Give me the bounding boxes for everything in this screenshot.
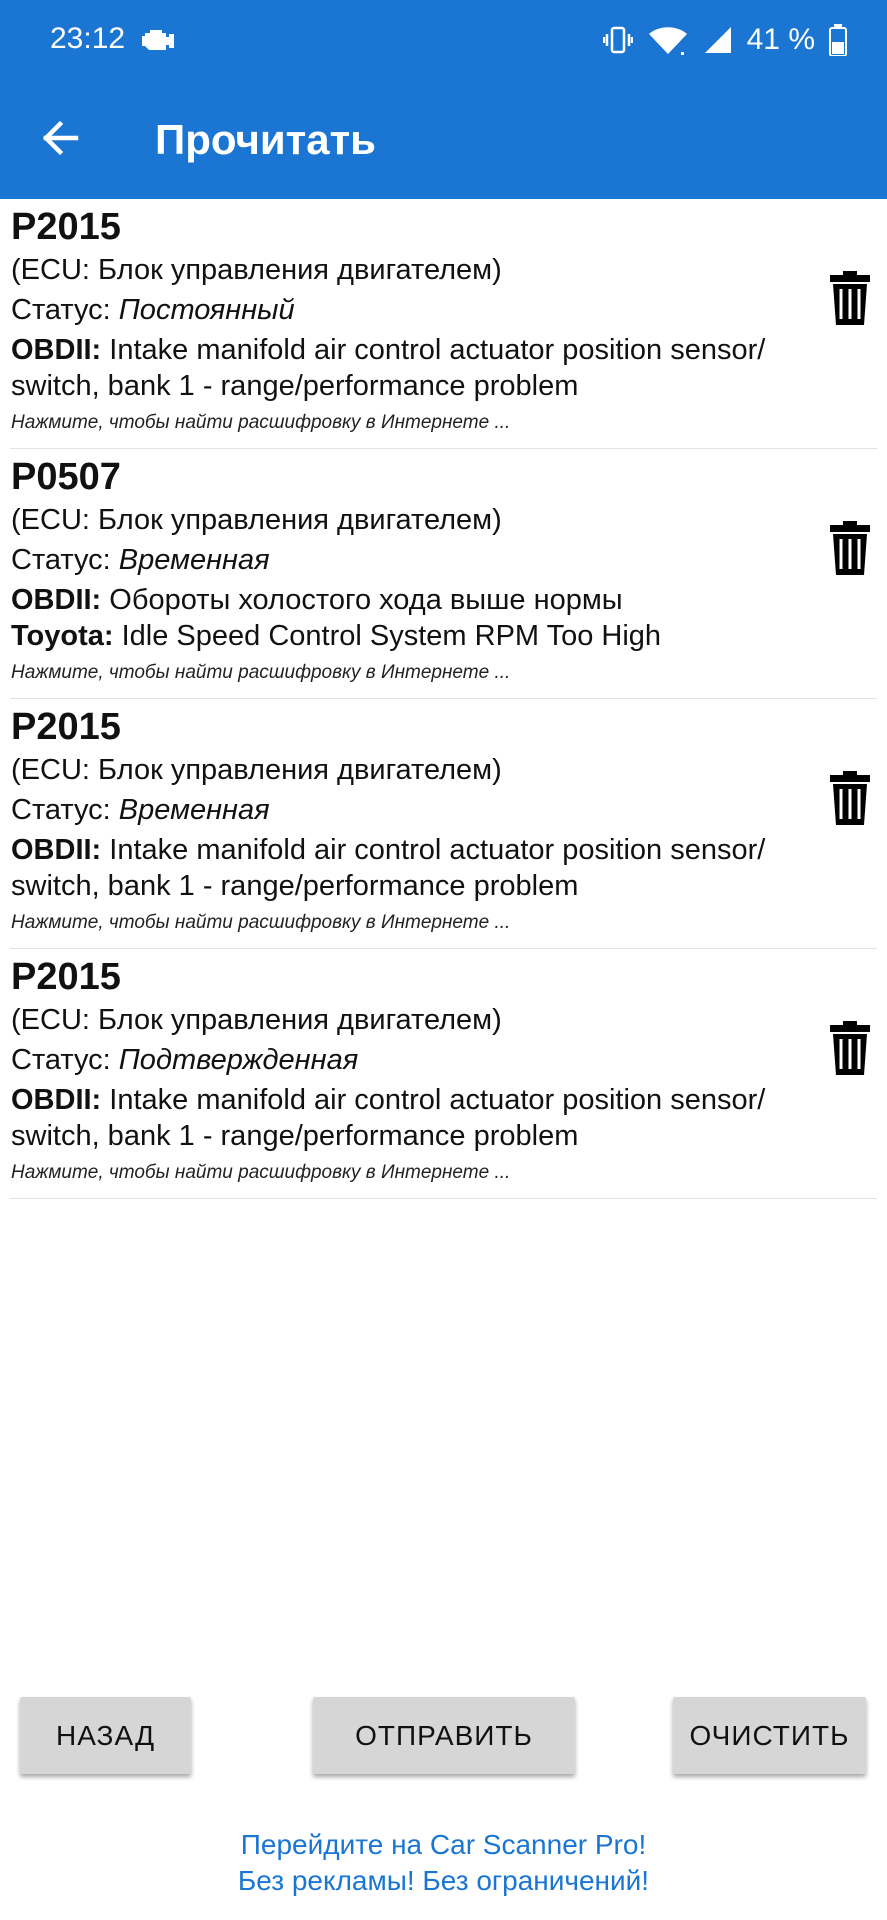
status-value: Временная (118, 794, 270, 826)
trouble-codes-list (0, 199, 887, 1199)
status-line (11, 292, 295, 328)
trash-icon[interactable] (830, 1021, 870, 1075)
code-label: P0507 (11, 456, 121, 498)
desc-text: Intake manifold air control actuator position sensor/ switch, bank 1 - range/performance problem (11, 834, 766, 902)
app-bar (0, 0, 887, 199)
trash-icon[interactable] (830, 521, 870, 575)
desc-source: OBDII: (11, 334, 102, 366)
trash-icon[interactable] (830, 271, 870, 325)
status-value: Подтвержденная (118, 1044, 359, 1076)
ecu-label: (ECU: Блок управления двигателем) (11, 504, 502, 536)
search-hint[interactable]: Нажмите, чтобы найти расшифровку в Интернете ... (11, 662, 511, 683)
desc2-text: Idle Speed Control System RPM Too High (113, 620, 662, 652)
promo-link[interactable] (0, 1827, 887, 1899)
desc-source: OBDII: (11, 584, 102, 616)
clear-button[interactable]: ОЧИСТИТЬ (673, 1697, 866, 1774)
page-title: Прочитать (155, 116, 376, 163)
status-bar (0, 0, 887, 80)
ecu-label: (ECU: Блок управления двигателем) (11, 754, 502, 786)
back-arrow-icon[interactable] (38, 116, 82, 160)
trouble-code-item[interactable] (0, 699, 887, 949)
desc-text: Intake manifold air control actuator position sensor/ switch, bank 1 - range/performance problem (11, 334, 766, 402)
description (11, 832, 821, 904)
back-button[interactable]: НАЗАД (20, 1697, 191, 1774)
send-button[interactable]: ОТПРАВИТЬ (313, 1697, 575, 1774)
status-time: 23:12 (50, 22, 126, 55)
trouble-code-item[interactable] (0, 949, 887, 1199)
desc-text: Intake manifold air control actuator position sensor/ switch, bank 1 - range/performance problem (11, 1084, 766, 1152)
search-hint[interactable]: Нажмите, чтобы найти расшифровку в Интернете ... (11, 412, 511, 433)
battery-percentage: 41 % (746, 23, 815, 56)
battery-icon (829, 24, 847, 56)
check-engine-icon (140, 27, 178, 53)
status-value: Временная (118, 544, 270, 576)
trouble-code-item[interactable] (0, 449, 887, 699)
divider (10, 1198, 877, 1199)
ecu-label: (ECU: Блок управления двигателем) (11, 254, 502, 286)
code-label: P2015 (11, 956, 121, 998)
search-hint[interactable]: Нажмите, чтобы найти расшифровку в Интернете ... (11, 1162, 511, 1183)
status-prefix: Статус: (11, 544, 119, 576)
description (11, 332, 821, 404)
status-line (11, 542, 270, 578)
vibrate-icon (603, 25, 633, 55)
wifi-icon (647, 24, 689, 56)
description (11, 1082, 821, 1154)
ecu-label: (ECU: Блок управления двигателем) (11, 1004, 502, 1036)
signal-icon (703, 25, 733, 55)
trash-icon[interactable] (830, 771, 870, 825)
status-value: Постоянный (118, 294, 295, 326)
promo-line-2: Без рекламы! Без ограничений! (237, 1865, 650, 1896)
promo-line-1: Перейдите на Car Scanner Pro! (240, 1829, 647, 1860)
status-icons (603, 20, 847, 60)
description (11, 582, 821, 654)
desc2-source: Toyota: (11, 620, 114, 652)
code-label: P2015 (11, 206, 121, 248)
status-line (11, 792, 270, 828)
desc-source: OBDII: (11, 1084, 102, 1116)
desc-text: Обороты холостого хода выше нормы (101, 584, 623, 616)
desc-source: OBDII: (11, 834, 102, 866)
trouble-code-item[interactable] (0, 199, 887, 449)
status-prefix: Статус: (11, 294, 119, 326)
code-label: P2015 (11, 706, 121, 748)
status-line (11, 1042, 358, 1078)
status-prefix: Статус: (11, 794, 119, 826)
search-hint[interactable]: Нажмите, чтобы найти расшифровку в Интернете ... (11, 912, 511, 933)
status-prefix: Статус: (11, 1044, 119, 1076)
